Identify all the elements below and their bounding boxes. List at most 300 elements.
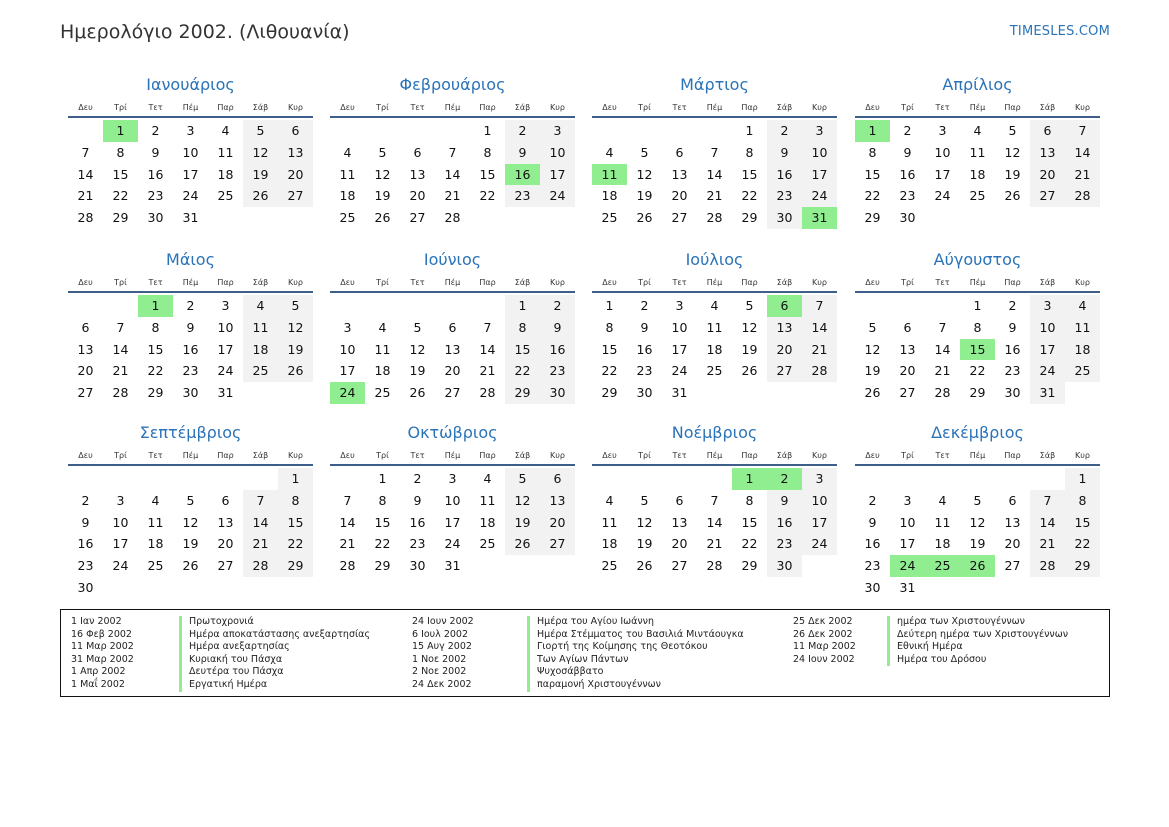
day-cell: 27 xyxy=(1030,185,1065,207)
day-cell: 18 xyxy=(243,339,278,361)
day-cell: 14 xyxy=(112,341,129,357)
weekday-header xyxy=(855,445,1100,466)
day-cell: 28 xyxy=(1030,555,1065,577)
day-cell: 17 xyxy=(217,341,234,357)
day-cell: 12 xyxy=(278,317,313,339)
day-cell: 10 xyxy=(671,319,688,335)
day-cell: 22 xyxy=(864,188,881,204)
weekday-label: Παρ xyxy=(741,451,758,460)
day-cell: 22 xyxy=(479,188,496,204)
weekday-label: Τρί xyxy=(901,278,914,287)
day-cell: 15 xyxy=(112,166,129,182)
day-cell: 20 xyxy=(1004,536,1021,552)
day-cell: 19 xyxy=(969,536,986,552)
day-cell: 23 xyxy=(409,536,426,552)
day-cell: 12 xyxy=(374,166,391,182)
day-cell: 5 xyxy=(378,144,387,160)
weekday-label: Πέμ xyxy=(969,451,986,460)
day-cell: 9 xyxy=(186,319,195,335)
day-cell: 21 xyxy=(339,536,356,552)
empty-cell xyxy=(400,120,435,142)
weekday-label: Πέμ xyxy=(706,103,723,112)
day-cell: 10 xyxy=(444,492,461,508)
holiday-day-cell: 1 xyxy=(138,295,173,317)
weekday-label: Σάβ xyxy=(776,451,793,460)
day-cell: 5 xyxy=(973,492,982,508)
day-cell: 4 xyxy=(1065,295,1100,317)
day-cell: 3 xyxy=(221,298,230,313)
day-cell: 12 xyxy=(182,514,199,530)
holiday-day-cell: 24 xyxy=(330,382,365,404)
empty-cell xyxy=(365,295,400,317)
weekday-label: Κυρ xyxy=(812,451,827,460)
day-cell: 10 xyxy=(899,514,916,530)
day-cell: 18 xyxy=(601,536,618,552)
weekday-label: Κυρ xyxy=(288,451,303,460)
day-cell: 23 xyxy=(767,533,802,555)
day-cell: 28 xyxy=(934,385,951,401)
day-cell: 6 xyxy=(675,144,684,160)
day-cell: 25 xyxy=(601,210,618,226)
day-cell: 9 xyxy=(81,514,90,530)
day-cell: 3 xyxy=(1030,295,1065,317)
empty-cell xyxy=(208,468,243,490)
day-cell: 3 xyxy=(116,492,125,508)
day-cell: 4 xyxy=(605,144,614,160)
day-cell: 20 xyxy=(767,339,802,361)
weekday-label: Παρ xyxy=(1004,451,1021,460)
holiday-day-cell: 6 xyxy=(767,295,802,317)
day-cell: 2 xyxy=(868,492,877,508)
day-cell: 1 xyxy=(378,471,387,486)
empty-cell xyxy=(138,468,173,490)
day-cell: 14 xyxy=(1065,142,1100,164)
day-cell: 22 xyxy=(969,363,986,379)
day-cell: 20 xyxy=(671,188,688,204)
day-cell: 31 xyxy=(182,210,199,226)
day-cell: 27 xyxy=(217,558,234,574)
weekday-label: Τρί xyxy=(376,451,389,460)
weekday-label: Τετ xyxy=(410,451,425,460)
day-cell: 9 xyxy=(1008,319,1017,335)
day-cell: 8 xyxy=(278,490,313,512)
day-cell: 28 xyxy=(444,210,461,226)
day-cell: 28 xyxy=(706,210,723,226)
day-cell: 11 xyxy=(339,166,356,182)
day-cell: 5 xyxy=(640,144,649,160)
day-cell: 30 xyxy=(77,579,94,595)
day-cell: 26 xyxy=(409,385,426,401)
empty-cell xyxy=(365,120,400,142)
weekday-label: Τρί xyxy=(901,451,914,460)
day-cell: 29 xyxy=(601,385,618,401)
day-cell: 17 xyxy=(802,164,837,186)
day-cell: 4 xyxy=(343,144,352,160)
day-cell: 22 xyxy=(147,363,164,379)
day-cell: 5 xyxy=(640,492,649,508)
day-grid xyxy=(330,468,575,577)
day-grid xyxy=(330,120,575,229)
day-cell: 16 xyxy=(864,536,881,552)
day-grid xyxy=(855,468,1100,599)
day-cell: 26 xyxy=(374,210,391,226)
weekday-label: Δευ xyxy=(865,451,880,460)
month-block xyxy=(330,73,575,229)
day-cell: 9 xyxy=(505,142,540,164)
day-cell: 9 xyxy=(640,319,649,335)
empty-cell xyxy=(925,468,960,490)
holiday-day-cell: 1 xyxy=(732,468,767,490)
day-cell: 25 xyxy=(969,188,986,204)
day-cell: 14 xyxy=(444,166,461,182)
day-cell: 6 xyxy=(540,468,575,490)
day-cell: 31 xyxy=(899,579,916,595)
day-cell: 4 xyxy=(151,492,160,508)
day-grid xyxy=(68,468,313,599)
month-name: Μάρτιος xyxy=(680,75,749,94)
day-cell: 19 xyxy=(505,512,540,534)
empty-cell xyxy=(855,468,890,490)
weekday-label: Σάβ xyxy=(252,103,269,112)
day-cell: 10 xyxy=(540,142,575,164)
day-cell: 8 xyxy=(116,144,125,160)
weekday-label: Κυρ xyxy=(1075,451,1090,460)
day-grid xyxy=(330,295,575,404)
weekday-label: Τρί xyxy=(638,278,651,287)
weekday-label: Τετ xyxy=(935,451,950,460)
weekday-label: Σάβ xyxy=(252,278,269,287)
weekday-label: Σάβ xyxy=(776,278,793,287)
empty-cell xyxy=(1030,468,1065,490)
weekday-label: Κυρ xyxy=(550,451,565,460)
month-name: Νοέμβριος xyxy=(671,423,758,442)
day-cell: 11 xyxy=(1065,317,1100,339)
holiday-day-cell: 16 xyxy=(505,164,540,186)
empty-cell xyxy=(662,468,697,490)
day-cell: 22 xyxy=(278,533,313,555)
day-cell: 30 xyxy=(147,210,164,226)
day-cell: 27 xyxy=(671,558,688,574)
day-cell: 17 xyxy=(540,164,575,186)
day-cell: 19 xyxy=(278,339,313,361)
weekday-label: Σάβ xyxy=(252,451,269,460)
day-cell: 19 xyxy=(636,536,653,552)
day-cell: 9 xyxy=(413,492,422,508)
day-cell: 2 xyxy=(640,298,649,313)
day-cell: 6 xyxy=(1008,492,1017,508)
day-cell: 22 xyxy=(741,536,758,552)
day-cell: 8 xyxy=(605,319,614,335)
day-cell: 26 xyxy=(636,558,653,574)
day-cell: 24 xyxy=(802,533,837,555)
day-cell: 18 xyxy=(934,536,951,552)
day-cell: 16 xyxy=(767,164,802,186)
holiday-day-cell: 24 xyxy=(890,555,925,577)
day-cell: 25 xyxy=(706,363,723,379)
legend-entry: Των Αγίων Πάντων xyxy=(527,654,744,667)
day-cell: 27 xyxy=(77,385,94,401)
weekday-label: Σάβ xyxy=(514,451,531,460)
day-cell: 19 xyxy=(374,188,391,204)
day-cell: 21 xyxy=(479,363,496,379)
weekday-label: Σάβ xyxy=(1039,103,1056,112)
day-cell: 30 xyxy=(182,385,199,401)
day-cell: 21 xyxy=(444,188,461,204)
holiday-day-cell: 2 xyxy=(767,468,802,490)
empty-cell xyxy=(662,120,697,142)
weekday-label: Τρί xyxy=(376,103,389,112)
weekday-label: Σάβ xyxy=(776,103,793,112)
day-cell: 5 xyxy=(505,468,540,490)
day-cell: 5 xyxy=(243,120,278,142)
legend-entry: 24 Δεκ 2002 xyxy=(412,678,472,690)
weekday-label: Δευ xyxy=(602,103,617,112)
day-cell: 19 xyxy=(741,341,758,357)
day-cell: 7 xyxy=(116,319,125,335)
legend-entry: Εθνική Ημέρα xyxy=(887,641,1068,654)
day-cell: 30 xyxy=(1004,385,1021,401)
day-cell: 3 xyxy=(802,468,837,490)
holiday-day-cell: 1 xyxy=(855,120,890,142)
day-cell: 25 xyxy=(601,558,618,574)
day-cell: 29 xyxy=(969,385,986,401)
day-cell: 13 xyxy=(671,514,688,530)
day-grid xyxy=(592,120,837,229)
day-cell: 21 xyxy=(706,536,723,552)
legend-names-col-2 xyxy=(527,616,744,692)
day-cell: 3 xyxy=(448,471,457,486)
day-cell: 14 xyxy=(479,341,496,357)
day-cell: 27 xyxy=(409,210,426,226)
empty-cell xyxy=(592,120,627,142)
month-name: Απρίλιος xyxy=(942,75,1013,94)
day-cell: 4 xyxy=(710,298,719,313)
day-cell: 10 xyxy=(339,341,356,357)
day-cell: 30 xyxy=(767,207,802,229)
legend-entry: 16 Φεβ 2002 xyxy=(71,628,132,640)
day-cell: 7 xyxy=(710,492,719,508)
month-name: Φεβρουάριος xyxy=(399,75,506,94)
day-cell: 9 xyxy=(767,490,802,512)
day-cell: 21 xyxy=(112,363,129,379)
day-cell: 27 xyxy=(899,385,916,401)
day-cell: 17 xyxy=(182,166,199,182)
day-cell: 20 xyxy=(77,363,94,379)
day-cell: 25 xyxy=(374,385,391,401)
day-cell: 12 xyxy=(636,166,653,182)
weekday-header xyxy=(68,445,313,466)
day-cell: 26 xyxy=(278,360,313,382)
day-cell: 2 xyxy=(505,120,540,142)
day-cell: 17 xyxy=(671,341,688,357)
legend-entry: 1 Ιαν 2002 xyxy=(71,616,122,627)
empty-cell xyxy=(68,120,103,142)
day-cell: 17 xyxy=(934,166,951,182)
day-cell: 14 xyxy=(1030,512,1065,534)
empty-cell xyxy=(697,468,732,490)
weekday-label: Σάβ xyxy=(1039,278,1056,287)
weekday-label: Παρ xyxy=(1004,278,1021,287)
day-cell: 18 xyxy=(1065,339,1100,361)
empty-cell xyxy=(330,468,365,490)
day-cell: 3 xyxy=(186,123,195,138)
day-cell: 20 xyxy=(899,363,916,379)
day-cell: 24 xyxy=(444,536,461,552)
day-cell: 17 xyxy=(339,363,356,379)
empty-cell xyxy=(960,468,995,490)
legend-names-col-1 xyxy=(179,616,370,692)
day-cell: 3 xyxy=(903,492,912,508)
weekday-header xyxy=(855,272,1100,293)
weekday-label: Τετ xyxy=(148,278,163,287)
day-cell: 1 xyxy=(973,298,982,313)
day-cell: 5 xyxy=(1008,123,1017,138)
day-cell: 29 xyxy=(864,210,881,226)
day-cell: 10 xyxy=(1030,317,1065,339)
day-cell: 7 xyxy=(1030,490,1065,512)
day-cell: 8 xyxy=(378,492,387,508)
day-cell: 20 xyxy=(409,188,426,204)
day-cell: 10 xyxy=(802,142,837,164)
day-cell: 25 xyxy=(1065,360,1100,382)
legend-entry: 2 Νοε 2002 xyxy=(412,666,467,678)
day-cell: 2 xyxy=(413,471,422,486)
month-block xyxy=(330,248,575,404)
day-cell: 7 xyxy=(81,144,90,160)
day-cell: 11 xyxy=(374,341,391,357)
weekday-label: Πέμ xyxy=(182,451,199,460)
day-cell: 3 xyxy=(675,298,684,313)
day-cell: 31 xyxy=(671,385,688,401)
month-block xyxy=(592,421,837,577)
legend-dates-col-2 xyxy=(412,616,474,692)
month-name: Ιανουάριος xyxy=(146,75,235,94)
day-cell: 29 xyxy=(741,210,758,226)
legend-entry: 6 Ιουλ 2002 xyxy=(412,628,468,640)
day-cell: 12 xyxy=(409,341,426,357)
legend-names-col-3 xyxy=(887,616,1068,666)
weekday-label: Τετ xyxy=(148,451,163,460)
day-cell: 15 xyxy=(505,339,540,361)
empty-cell xyxy=(855,295,890,317)
day-cell: 6 xyxy=(675,492,684,508)
day-cell: 13 xyxy=(1030,142,1065,164)
day-cell: 24 xyxy=(802,185,837,207)
day-cell: 27 xyxy=(767,360,802,382)
day-cell: 8 xyxy=(483,144,492,160)
empty-cell xyxy=(470,295,505,317)
day-cell: 25 xyxy=(479,536,496,552)
site-brand[interactable]: TIMESLES.COM xyxy=(1009,24,1110,39)
legend-entry: Ημέρα του Δρόσου xyxy=(887,654,1068,667)
day-cell: 19 xyxy=(409,363,426,379)
day-cell: 16 xyxy=(77,536,94,552)
day-cell: 20 xyxy=(217,536,234,552)
day-grid xyxy=(592,295,837,404)
day-cell: 11 xyxy=(243,317,278,339)
legend-entry: Ψυχοσάββατο xyxy=(527,666,744,679)
day-cell: 28 xyxy=(112,385,129,401)
month-block xyxy=(855,73,1100,229)
holiday-day-cell: 15 xyxy=(960,339,995,361)
day-cell: 4 xyxy=(605,492,614,508)
day-cell: 8 xyxy=(151,319,160,335)
day-cell: 24 xyxy=(540,185,575,207)
weekday-label: Δευ xyxy=(602,278,617,287)
legend-entry: Εργατική Ημέρα xyxy=(179,679,370,692)
month-name: Μάιος xyxy=(166,250,215,269)
day-cell: 6 xyxy=(221,492,230,508)
weekday-label: Τρί xyxy=(114,103,127,112)
day-cell: 13 xyxy=(217,514,234,530)
weekday-label: Δευ xyxy=(602,451,617,460)
day-cell: 7 xyxy=(343,492,352,508)
day-cell: 10 xyxy=(182,144,199,160)
weekday-label: Πέμ xyxy=(969,103,986,112)
weekday-label: Παρ xyxy=(1004,103,1021,112)
day-cell: 29 xyxy=(1065,555,1100,577)
day-cell: 7 xyxy=(710,144,719,160)
holiday-day-cell: 31 xyxy=(802,207,837,229)
day-cell: 26 xyxy=(864,385,881,401)
day-cell: 14 xyxy=(934,341,951,357)
legend-entry: 1 Απρ 2002 xyxy=(71,666,126,678)
weekday-label: Παρ xyxy=(479,103,496,112)
empty-cell xyxy=(103,295,138,317)
day-cell: 13 xyxy=(77,341,94,357)
legend-entry: Δευτέρα του Πάσχα xyxy=(179,666,370,679)
weekday-label: Τρί xyxy=(376,278,389,287)
day-cell: 15 xyxy=(601,341,618,357)
weekday-label: Δευ xyxy=(78,278,93,287)
weekday-label: Δευ xyxy=(865,278,880,287)
empty-cell xyxy=(400,295,435,317)
day-cell: 8 xyxy=(745,492,754,508)
month-block xyxy=(855,248,1100,404)
day-grid xyxy=(68,295,313,404)
month-block xyxy=(68,73,313,229)
weekday-label: Πέμ xyxy=(444,451,461,460)
day-cell: 16 xyxy=(767,512,802,534)
empty-cell xyxy=(592,468,627,490)
weekday-label: Πέμ xyxy=(706,278,723,287)
day-cell: 12 xyxy=(864,341,881,357)
day-cell: 24 xyxy=(182,188,199,204)
day-cell: 26 xyxy=(182,558,199,574)
day-cell: 2 xyxy=(186,298,195,313)
day-cell: 28 xyxy=(1065,185,1100,207)
legend-entry: 1 Νοε 2002 xyxy=(412,653,467,665)
day-cell: 30 xyxy=(899,210,916,226)
day-cell: 2 xyxy=(540,295,575,317)
weekday-label: Τετ xyxy=(935,103,950,112)
day-cell: 23 xyxy=(182,363,199,379)
day-cell: 24 xyxy=(1030,360,1065,382)
month-block xyxy=(68,248,313,404)
day-cell: 29 xyxy=(278,555,313,577)
weekday-header xyxy=(330,272,575,293)
day-cell: 5 xyxy=(186,492,195,508)
empty-cell xyxy=(330,120,365,142)
weekday-label: Πέμ xyxy=(444,278,461,287)
day-cell: 19 xyxy=(182,536,199,552)
day-cell: 19 xyxy=(636,188,653,204)
day-cell: 4 xyxy=(221,123,230,138)
empty-cell xyxy=(890,295,925,317)
day-cell: 24 xyxy=(671,363,688,379)
day-cell: 11 xyxy=(479,492,496,508)
day-cell: 27 xyxy=(540,533,575,555)
